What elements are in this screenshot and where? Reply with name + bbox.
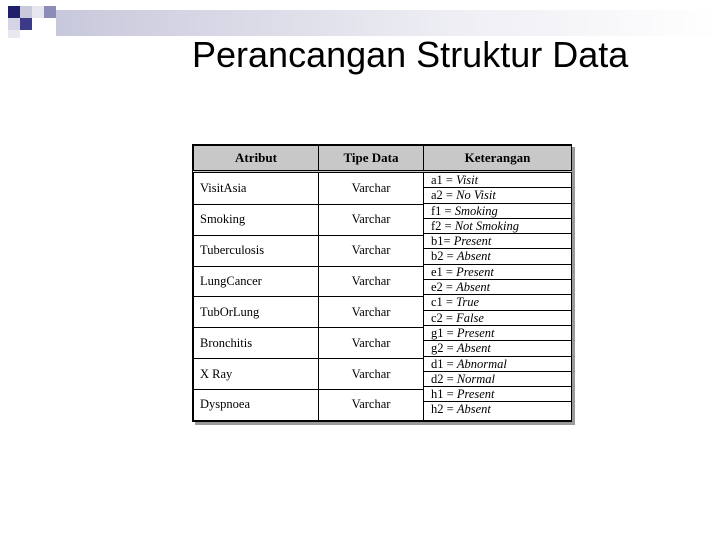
keterangan-item: h1 = Present (424, 387, 571, 402)
attribute-cell: VisitAsia (194, 172, 319, 205)
attribute-cell: X Ray (194, 359, 319, 390)
keterangan-item: a2 = No Visit (424, 188, 571, 203)
keterangan-item: e2 = Absent (424, 280, 571, 295)
slide-title: Perancangan Struktur Data (192, 34, 629, 75)
table-row (194, 172, 572, 205)
keterangan-item: g2 = Absent (424, 341, 571, 356)
keterangan-item: e1 = Present (424, 265, 571, 280)
type-cell: Varchar (319, 172, 424, 205)
header-keterangan: Keterangan (424, 146, 572, 172)
attribute-cell: LungCancer (194, 266, 319, 297)
keterangan-item: b1= Present (424, 234, 571, 249)
type-cell: Varchar (319, 204, 424, 235)
keterangan-item: f1 = Smoking (424, 204, 571, 219)
keterangan-item: f2 = Not Smoking (424, 219, 571, 234)
keterangan-cell (424, 172, 572, 421)
keterangan-item: a1 = Visit (424, 173, 571, 188)
table-header-row (194, 146, 572, 172)
type-cell: Varchar (319, 389, 424, 420)
attribute-cell: TubOrLung (194, 297, 319, 328)
keterangan-item: b2 = Absent (424, 249, 571, 264)
keterangan-item: c2 = False (424, 311, 571, 326)
type-cell: Varchar (319, 328, 424, 359)
keterangan-item: g1 = Present (424, 326, 571, 341)
header-tipe-data: Tipe Data (319, 146, 424, 172)
attribute-cell: Bronchitis (194, 328, 319, 359)
keterangan-item: c1 = True (424, 295, 571, 310)
keterangan-item: h2 = Absent (431, 402, 491, 417)
attribute-cell: Dyspnoea (194, 389, 319, 420)
type-cell: Varchar (319, 359, 424, 390)
keterangan-item: d1 = Abnormal (424, 357, 571, 372)
attribute-cell: Smoking (194, 204, 319, 235)
data-structure-table (192, 144, 572, 422)
attribute-cell: Tuberculosis (194, 235, 319, 266)
type-cell: Varchar (319, 297, 424, 328)
type-cell: Varchar (319, 266, 424, 297)
type-cell: Varchar (319, 235, 424, 266)
header-atribut: Atribut (194, 146, 319, 172)
keterangan-item: d2 = Normal (424, 372, 571, 387)
